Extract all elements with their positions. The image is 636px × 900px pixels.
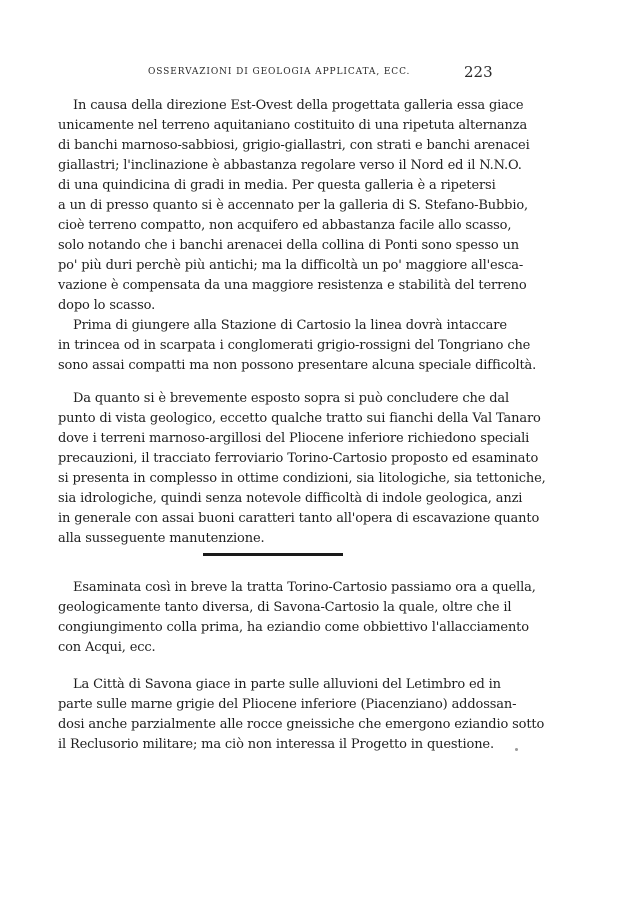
text-line: sono assai compatti ma non possono presentare alcuna speciale difficoltà.	[58, 358, 537, 373]
text-line: Da quanto si è brevemente esposto sopra si può concludere che dal	[73, 391, 510, 406]
text-line: Esaminata così in breve la tratta Torino-Cartosio passiamo ora a quella,	[73, 580, 536, 595]
text-line: dove i terreni marnoso-argillosi del Pliocene inferiore richiedono speciali	[58, 431, 530, 446]
text-line: geologicamente tanto diversa, di Savona-Cartosio la quale, oltre che il	[58, 600, 512, 615]
running-header: OSSERVAZIONI DI GEOLOGIA APPLICATA, ECC.	[148, 67, 411, 77]
text-line: punto di vista geologico, eccetto qualche tratto sui fianchi della Val Tanaro	[58, 411, 541, 426]
text-line: il Reclusorio militare; ma ciò non interessa il Progetto in questione.	[58, 737, 494, 752]
text-line: di una quindicina di gradi in media. Per questa galleria è a ripetersi	[58, 178, 496, 193]
text-line: con Acqui, ecc.	[58, 640, 156, 655]
text-line: congiungimento colla prima, ha eziandio come obbiettivo l'allacciamento	[58, 620, 529, 635]
text-line: La Città di Savona giace in parte sulle alluvioni del Letimbro ed in	[73, 677, 501, 692]
text-line: precauzioni, il tracciato ferroviario Torino-Cartosio proposto ed esaminato	[58, 451, 539, 466]
text-line: a un di presso quanto si è accennato per la galleria di S. Stefano-Bubbio,	[58, 198, 528, 213]
paragraph-cartosio-station	[58, 316, 537, 376]
text-line: solo notando che i banchi arenacei della collina di Ponti sono spesso un	[58, 238, 520, 253]
text-line: di banchi marnoso-sabbiosi, grigio-giallastri, con strati e banchi arenacei	[58, 138, 530, 153]
text-line: Prima di giungere alla Stazione di Cartosio la linea dovrà intaccare	[73, 318, 507, 333]
text-line: parte sulle marne grigie del Pliocene inferiore (Piacenziano) addossan-	[58, 697, 517, 712]
scan-speck	[515, 748, 518, 751]
text-line: unicamente nel terreno aquitaniano costituito di una ripetuta alternanza	[58, 118, 528, 133]
paragraph-conclusion	[58, 389, 546, 549]
text-line: dosi anche parzialmente alle rocce gneissiche che emergono eziandio sotto	[58, 717, 545, 732]
text-line: dopo lo scasso.	[58, 298, 156, 313]
page-number: 223	[464, 63, 493, 81]
paragraph-tunnel-geology	[58, 96, 530, 316]
text-line: si presenta in complesso in ottime condizioni, sia litologiche, sia tettoniche,	[58, 471, 546, 486]
section-divider	[203, 553, 343, 556]
paragraph-savona-city	[58, 675, 545, 755]
text-line: giallastri; l'inclinazione è abbastanza regolare verso il Nord ed il N.N.O.	[58, 158, 522, 173]
text-line: in trincea od in scarpata i conglomerati grigio-rossigni del Tongriano che	[58, 338, 531, 353]
text-line: In causa della direzione Est-Ovest della progettata galleria essa giace	[73, 98, 524, 113]
text-line: po' più duri perchè più antichi; ma la difficoltà un po' maggiore all'esca-	[58, 258, 524, 273]
text-line: alla susseguente manutenzione.	[58, 531, 265, 546]
text-line: sia idrologiche, quindi senza notevole difficoltà di indole geologica, anzi	[58, 491, 523, 506]
paragraph-savona-cartosio	[58, 578, 536, 658]
text-line: cioè terreno compatto, non acquifero ed abbastanza facile allo scasso,	[58, 218, 512, 233]
text-line: in generale con assai buoni caratteri tanto all'opera di escavazione quanto	[58, 511, 540, 526]
text-line: vazione è compensata da una maggiore resistenza e stabilità del terreno	[58, 278, 527, 293]
